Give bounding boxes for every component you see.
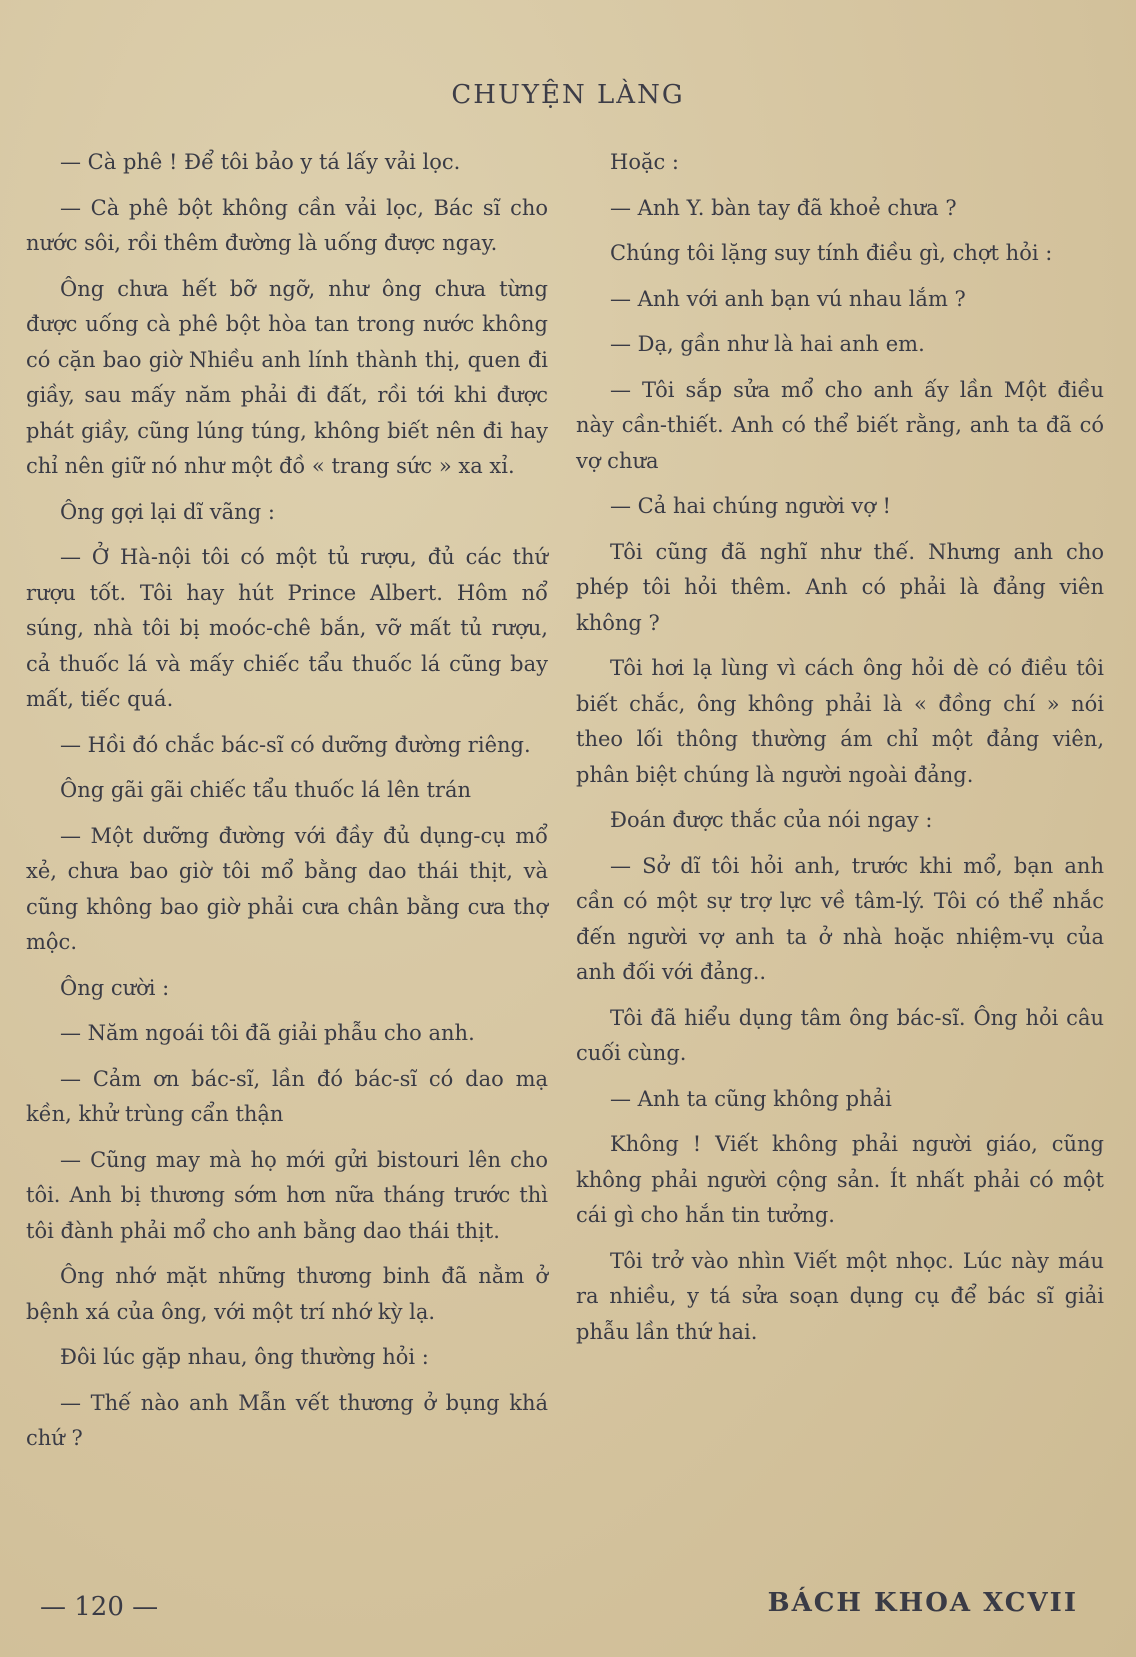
right-column xyxy=(576,145,1104,1360)
paragraph: — Dạ, gần như là hai anh em. xyxy=(610,332,925,356)
page-number: — 120 — xyxy=(40,1592,159,1622)
paragraph: Tôi đã hiểu dụng tâm ông bác-sĩ. Ông hỏi câu cuối cùng. xyxy=(576,1005,1104,1065)
paragraph: — Cũng may mà họ mới gửi bistouri lên cho tôi. Anh bị thương sớm hơn nữa tháng trước thì tôi đành phải mổ cho anh bằng dao thái thịt. xyxy=(26,1147,548,1243)
paragraph: — Anh ta cũng không phải xyxy=(610,1086,892,1111)
paragraph: Hoặc : xyxy=(610,150,679,174)
paragraph: Ông gợi lại dĩ vãng : xyxy=(60,499,275,524)
paragraph: Ông chưa hết bỡ ngỡ, như ông chưa từng được uống cà phê bột hòa tan trong nước không có cặn bao giờ Nhiều anh lính thành thị, quen đi giầy, sau mấy năm phải đi đất, rồi tới khi được phát giầy, cũng lúng túng, không biết nên đi hay chỉ nên giữ nó như một đồ « trang sức » xa xỉ. xyxy=(26,276,548,478)
paragraph: Ông cười : xyxy=(60,975,170,1000)
page-header-title: CHUYỆN LÀNG xyxy=(451,80,685,110)
paragraph: — Cà phê ! Để tôi bảo y tá lấy vải lọc. xyxy=(60,150,461,174)
paragraph: — Năm ngoái tôi đã giải phẫu cho anh. xyxy=(60,1021,475,1045)
paragraph: Ông gãi gãi chiếc tẩu thuốc lá lên trán xyxy=(60,778,471,802)
left-column xyxy=(26,145,548,1467)
paragraph: — Cà phê bột không cần vải lọc, Bác sĩ cho nước sôi, rồi thêm đường là uống được ngay. xyxy=(26,195,548,255)
paragraph: — Anh Y. bàn tay đã khoẻ chưa ? xyxy=(610,195,957,220)
magazine-issue: BÁCH KHOA XCVII xyxy=(767,1588,1078,1618)
paragraph: Tôi trở vào nhìn Viết một nhọc. Lúc này máu ra nhiều, y tá sửa soạn dụng cụ để bác sĩ giải phẫu lần thứ hai. xyxy=(576,1248,1104,1344)
paragraph: — Cả hai chúng người vợ ! xyxy=(610,494,891,518)
paragraph: — Sở dĩ tôi hỏi anh, trước khi mổ, bạn anh cần có một sự trợ lực về tâm-lý. Tôi có thể nhắc đến người vợ anh ta ở nhà hoặc nhiệm-vụ của anh đối với đảng.. xyxy=(576,853,1104,984)
paragraph: — Một dưỡng đường với đầy đủ dụng-cụ mổ xẻ, chưa bao giờ tôi mổ bằng dao thái thịt, và cũng không bao giờ phải cưa chân bằng cưa thợ mộc. xyxy=(26,823,548,954)
paragraph: Đôi lúc gặp nhau, ông thường hỏi : xyxy=(60,1345,429,1369)
paragraph: — Hồi đó chắc bác-sĩ có dưỡng đường riêng. xyxy=(60,732,531,757)
paragraph: — Tôi sắp sửa mổ cho anh ấy lần Một điều này cần-thiết. Anh có thể biết rằng, anh ta đã có vợ chưa xyxy=(576,377,1104,473)
paragraph: Tôi cũng đã nghĩ như thế. Nhưng anh cho phép tôi hỏi thêm. Anh có phải là đảng viên không ? xyxy=(576,539,1104,635)
paragraph: Ông nhớ mặt những thương binh đã nằm ở bệnh xá của ông, với một trí nhớ kỳ lạ. xyxy=(26,1264,548,1324)
paragraph: Đoán được thắc của nói ngay : xyxy=(610,808,933,832)
paragraph: — Ở Hà-nội tôi có một tủ rượu, đủ các thứ rượu tốt. Tôi hay hút Prince Albert. Hôm nổ súng, nhà tôi bị moóc-chê bắn, vỡ mất tủ rượu, cả thuốc lá và mấy chiếc tẩu thuốc lá cũng bay mất, tiếc quá. xyxy=(26,545,548,711)
paragraph: — Cảm ơn bác-sĩ, lần đó bác-sĩ có dao mạ kền, khử trùng cẩn thận xyxy=(26,1066,548,1126)
paragraph: Tôi hơi lạ lùng vì cách ông hỏi dè có điều tôi biết chắc, ông không phải là « đồng chí » nói theo lối thông thường ám chỉ một đảng viên, phân biệt chúng là người ngoài đảng. xyxy=(576,656,1104,787)
paragraph: Không ! Viết không phải người giáo, cũng không phải người cộng sản. Ít nhất phải có một cái gì cho hắn tin tưởng. xyxy=(576,1132,1104,1227)
paragraph: — Thế nào anh Mẫn vết thương ở bụng khá chứ ? xyxy=(26,1390,548,1450)
paragraph: — Anh với anh bạn vú nhau lắm ? xyxy=(610,286,966,311)
paragraph: Chúng tôi lặng suy tính điều gì, chợt hỏi : xyxy=(610,241,1053,265)
